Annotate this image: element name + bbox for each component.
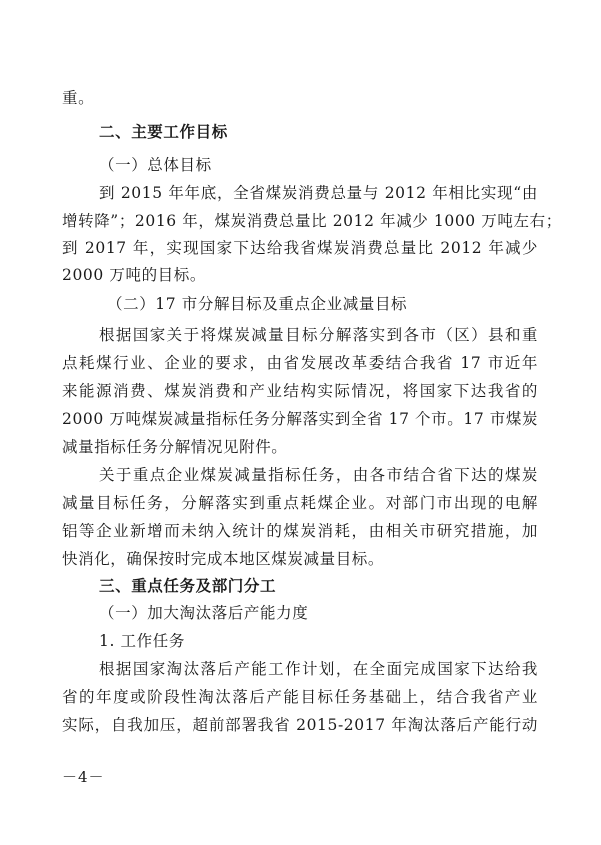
subsection-heading: （一）总体目标 <box>99 156 212 174</box>
text-line: 点耗煤行业、企业的要求，由省发展改革委结合我省 17 市近年 <box>62 354 538 372</box>
text-line: 根据国家淘汰落后产能工作计划，在全面完成国家下达给我 <box>99 660 538 678</box>
text-line: 2000 万吨煤炭减量指标任务分解落实到全省 17 个市。17 市煤炭 <box>62 410 539 428</box>
page-number: －4－ <box>62 768 105 786</box>
subsection-heading: （二）17 市分解目标及重点企业减量目标 <box>107 295 408 313</box>
text-line: 省的年度或阶段性淘汰落后产能目标任务基础上，结合我省产业 <box>62 688 538 706</box>
text-line: 重。 <box>62 89 95 107</box>
text-line: 来能源消费、煤炭消费和产业结构实际情况，将国家下达我省的 <box>62 382 538 400</box>
text-line: 铝等企业新增而未纳入统计的煤炭消耗，由相关市研究措施，加 <box>62 522 538 540</box>
text-line: 到 2015 年年底，全省煤炭消费总量与 2012 年相比实现“由 <box>99 184 538 202</box>
text-line: 增转降”；2016 年，煤炭消费总量比 2012 年减少 1000 万吨左右； <box>62 212 562 230</box>
text-line: 2000 万吨的目标。 <box>62 266 206 284</box>
text-line: 减量指标任务分解情况见附件。 <box>62 438 288 456</box>
section-heading: 二、主要工作目标 <box>99 123 228 141</box>
text-line: 到 2017 年，实现国家下达给我省煤炭消费总量比 2012 年减少 <box>62 239 538 257</box>
text-line: 减量目标任务，分解落实到重点耗煤企业。对部门市出现的电解 <box>62 494 538 512</box>
text-line: 快消化，确保按时完成本地区煤炭减量目标。 <box>62 550 385 568</box>
subsection-heading: （一）加大淘汰落后产能力度 <box>99 604 309 622</box>
text-line: 实际，自我加压，超前部署我省 2015-2017 年淘汰落后产能行动 <box>62 716 538 734</box>
text-line: 根据国家关于将煤炭减量目标分解落实到各市（区）县和重 <box>99 326 538 344</box>
text-line: 关于重点企业煤炭减量指标任务，由各市结合省下达的煤炭 <box>99 466 538 484</box>
section-heading: 三、重点任务及部门分工 <box>99 577 277 595</box>
item-heading: 1. 工作任务 <box>99 632 185 650</box>
